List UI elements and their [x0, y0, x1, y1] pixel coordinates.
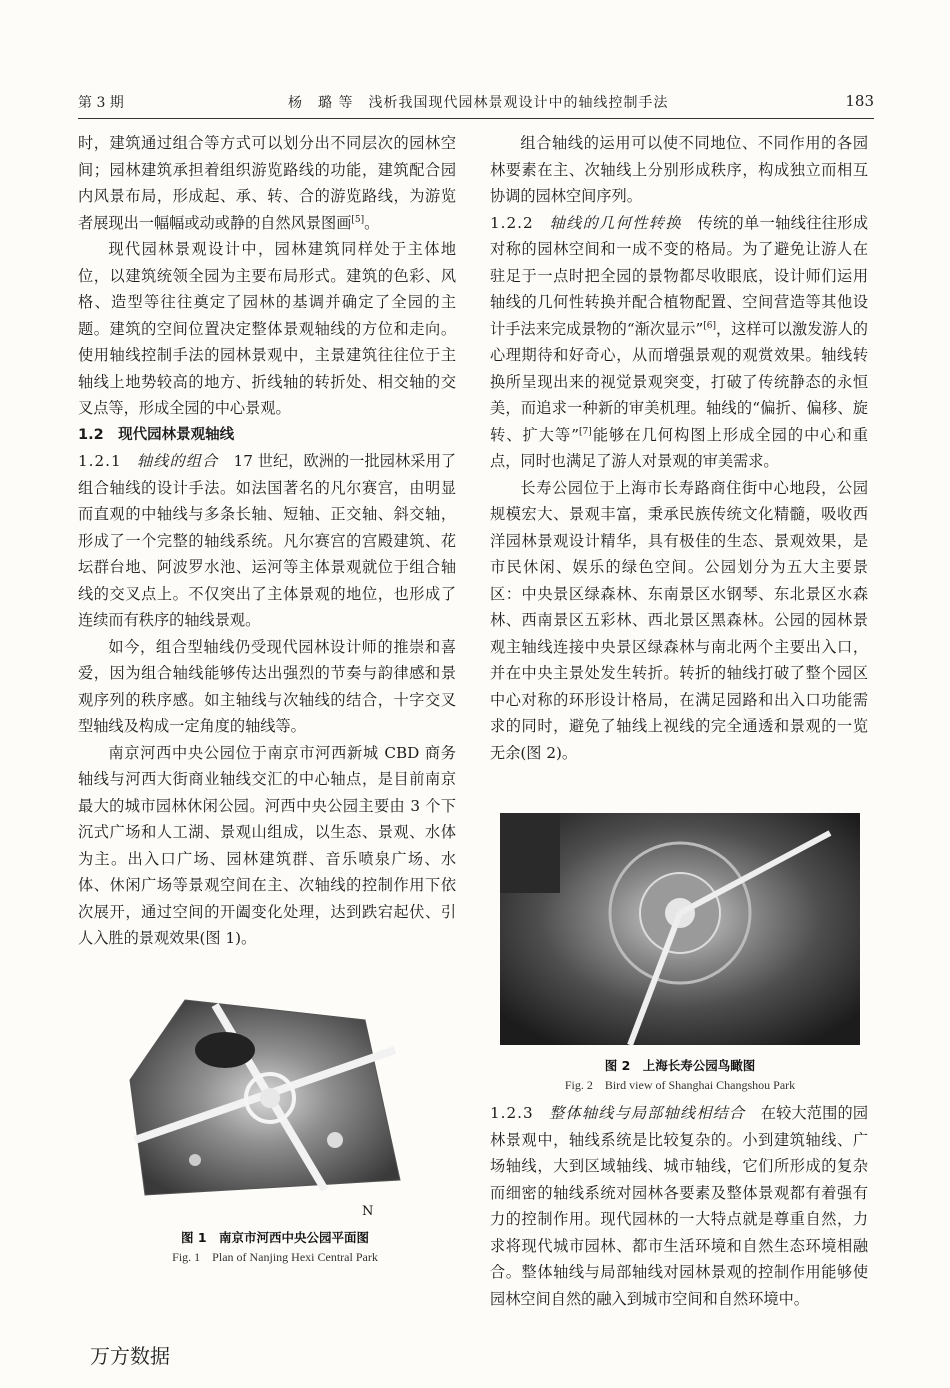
subsection-paragraph — [490, 210, 868, 475]
aerial-photo — [500, 813, 860, 1045]
subsection-number: 1.2.3 — [490, 1104, 534, 1122]
section-heading: 1.2 现代园林景观轴线 — [78, 426, 235, 443]
paragraph-text: 时，建筑通过组合等方式可以划分出不同层次的园林空间；园林建筑承担着组织游览路线的功能，建筑配合园内风景布局，形成起、承、转、合的游览路线，为游览者展现出一幅幅或动或静的自然风景图画 — [78, 134, 456, 232]
subsection-text: 能够在几何构图上形成全园的中心和重点，同时也满足了游人对景观的审美需求。 — [490, 425, 869, 470]
subsection-text: 在较大范围的园林景观中，轴线系统是比较复杂的。小到建筑轴线、广场轴线，大到区域轴线、城市轴线，它们所形成的复杂而细密的轴线系统对园林各要素及整体景观都有着强有力的控制作用。现代园林的一大特点就是尊重自然，力求将现代城市园林、都市生活环境和自然生态环境相融合。整体轴线与局部轴线对园林景观的控制作用能够使园林空间自然的融入到城市空间和自然环境中。 — [490, 1104, 869, 1308]
citation-ref: [6] — [703, 320, 716, 331]
figure-1 — [125, 990, 425, 1264]
figure-2-caption-en: Fig. 2 Bird view of Shanghai Changshou Park — [564, 1078, 796, 1092]
subsection-text: ，这样可以激发游人的心理期待和好奇心，从而增强景观的观赏效果。轴线转换所呈现出来的视觉景观突变，打破了传统静态的永恒美，而追求一种新的审美机理。轴线的“偏折、偏移、旋转、扩大等” — [490, 319, 868, 444]
figure-1-caption-cn: 图 1 南京市河西中央公园平面图 — [180, 1230, 370, 1245]
figure-2 — [500, 813, 860, 1045]
citation-ref: [7] — [579, 426, 592, 437]
north-arrow-label: N — [362, 1204, 374, 1219]
figure-1-caption-en: Fig. 1 Plan of Nanjing Hexi Central Park — [172, 1250, 378, 1264]
right-column-lower — [490, 1100, 868, 1312]
citation-ref: [5] — [351, 214, 365, 225]
issue-number: 第 3 期 — [78, 95, 124, 111]
paragraph: 现代园林景观设计中，园林建筑同样处于主体地位，以建筑统领全园为主要布局形式。建筑的色彩、风格、造型等往往奠定了园林的基调并确定了全园的主题。建筑的空间位置决定整体景观轴线的方位和走向。使用轴线控制手法的园林景观中，主景建筑往往位于主轴线上地势较高的地方、折线轴的转折处、相交轴的交叉点等，形成全园的中心景观。 — [78, 240, 456, 417]
header-rule — [78, 118, 874, 119]
subsection-paragraph — [78, 448, 456, 634]
right-column — [490, 130, 868, 766]
watermark: 万方数据 — [90, 1344, 170, 1368]
paragraph: 长寿公园位于上海市长寿路商住街中心地段，公园规模宏大、景观丰富，秉承民族传统文化精髓，吸收西洋园林景观设计精华，具有极佳的生态、景观效果，是市民休闲、娱乐的绿色空间。公园划分为五大主要景区：中央景区绿森林、东南景区水钢琴、东北景区水森林、西南景区五彩林、西北景区黑森林。公园的园林景观主轴线连接中央景区绿森林与南北两个主要出入口，并在中央主景处发生转折。转折的轴线打破了整个园区中心对称的环形设计格局，在满足园路和出入口功能需求的同时，避免了轴线上视线的完全通透和景观的一览无余(图 2)。 — [490, 478, 868, 762]
running-title: 杨 璐 等 浅析我国现代园林景观设计中的轴线控制手法 — [288, 95, 669, 111]
page-number: 183 — [845, 92, 874, 110]
park-plan-image — [125, 990, 425, 1210]
subsection-text: 17 世纪，欧洲的一批园林采用了组合轴线的设计手法。如法国著名的凡尔赛宫，由明显而直观的中轴线与多条长轴、短轴、正交轴、斜交轴，形成了一个完整的轴线系统。凡尔赛宫的宫殿建筑、花坛群台地、阿波罗水池、运河等主体景观就位于组合轴线的交叉点上。不仅突出了主体景观的地位，也形成了连续而有秩序的轴线景观。 — [78, 452, 457, 629]
subsection-title: 轴线的几何性转换 — [549, 213, 682, 232]
subsection-number: 1.2.1 — [78, 452, 122, 470]
subsection-number: 1.2.2 — [490, 213, 534, 232]
subsection-title: 整体轴线与局部轴线相结合 — [549, 1104, 746, 1122]
paragraph: 南京河西中央公园位于南京市河西新城 CBD 商务轴线与河西大街商业轴线交汇的中心轴点，是目前南京最大的城市园林休闲公园。河西中央公园主要由 3 个下沉式广场和人工湖、景观山组成，以生态、景观、水体为主。出入口广场、园林建筑群、音乐喷泉广场、水体、休闲广场等景观空间在主、次轴线的控制作用下依次展开，通过空间的开阖变化处理，达到跌宕起伏、引人入胜的景观效果(图 1)。 — [78, 743, 456, 947]
paragraph-end: 。 — [364, 213, 380, 232]
subsection-text: 传统的单一轴线往往形成对称的园林空间和一成不变的格局。为了避免让游人在驻足于一点时把全园的景物都尽收眼底，设计师们运用轴线的几何性转换并配合植物配置、空间营造等其他设计手法来完成景物的“渐次显示” — [490, 213, 869, 338]
paragraph — [78, 130, 456, 236]
subsection-title: 轴线的组合 — [136, 452, 219, 470]
figure-2-caption-cn: 图 2 上海长寿公园鸟瞰图 — [604, 1058, 756, 1073]
left-column — [78, 130, 456, 952]
paragraph: 如今，组合型轴线仍受现代园林设计师的推崇和喜爱，因为组合轴线能够传达出强烈的节奏与韵律感和景观序列的秩序感。如主轴线与次轴线的结合，十字交叉型轴线及构成一定角度的轴线等。 — [78, 637, 456, 735]
subsection-paragraph — [490, 1100, 868, 1312]
running-header — [78, 92, 874, 116]
paragraph: 组合轴线的运用可以使不同地位、不同作用的各园林要素在主、次轴线上分别形成秩序，构成独立而相互协调的园林空间序列。 — [490, 134, 868, 205]
